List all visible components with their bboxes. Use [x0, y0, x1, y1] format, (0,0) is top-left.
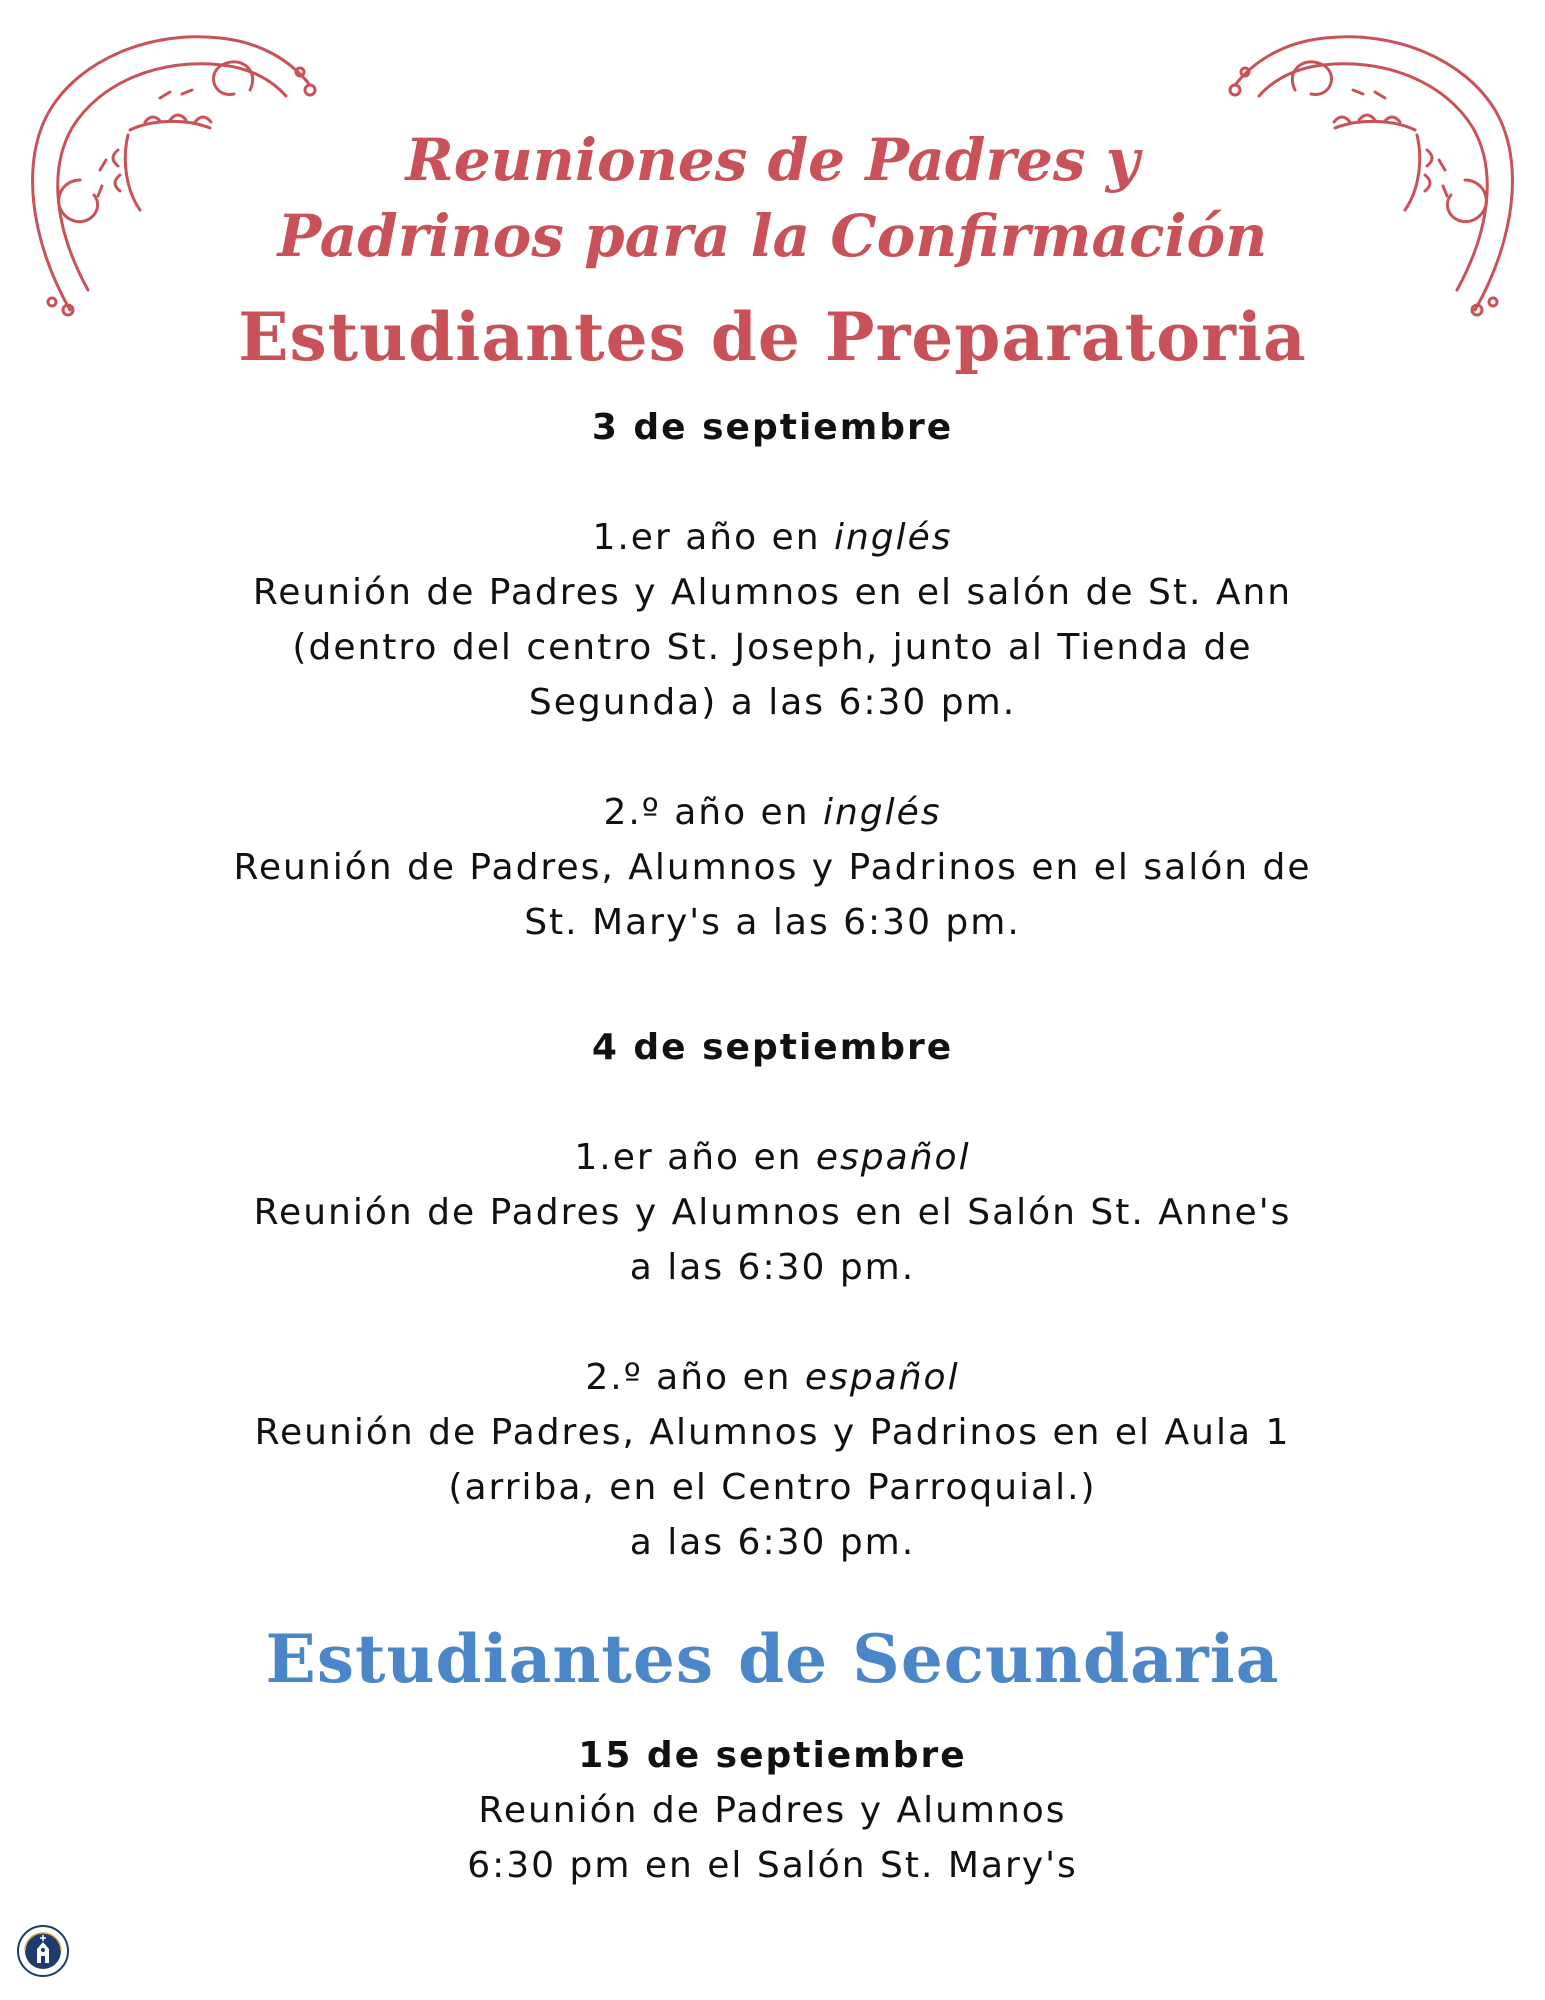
- meeting-year-label: 2.º año en español: [585, 1357, 960, 1398]
- meeting-year-label: 2.º año en inglés: [603, 792, 942, 833]
- meeting-detail-line: Reunión de Padres y Alumnos en el salón de St. Ann: [252, 572, 1293, 613]
- meeting-detail-line: 6:30 pm en el Salón St. Mary's: [467, 1845, 1078, 1886]
- date-heading: 4 de septiembre: [591, 1027, 954, 1068]
- meeting-detail-line: Reunión de Padres, Alumnos y Padrinos en el salón de: [233, 847, 1312, 888]
- meeting-detail-line: (arriba, en el Centro Parroquial.): [448, 1467, 1097, 1508]
- language-label: español: [804, 1357, 960, 1398]
- date-heading: 15 de septiembre: [578, 1735, 967, 1776]
- date-heading: 3 de septiembre: [591, 407, 954, 448]
- meeting-detail-line: Segunda) a las 6:30 pm.: [528, 682, 1017, 723]
- meeting-year-label: 1.er año en inglés: [592, 517, 953, 558]
- church-seal-logo: [17, 1925, 69, 1977]
- meetings-day-1: [180, 400, 1365, 950]
- language-label: inglés: [833, 517, 953, 558]
- meeting-detail-line: a las 6:30 pm.: [629, 1522, 916, 1563]
- meeting-detail-line: Reunión de Padres y Alumnos: [478, 1790, 1067, 1831]
- meeting-detail-line: St. Mary's a las 6:30 pm.: [524, 902, 1021, 943]
- meeting-detail-line: (dentro del centro St. Joseph, junto al Tienda de: [292, 627, 1253, 668]
- section-heading-secundaria: Estudiantes de Secundaria: [265, 1620, 1280, 1698]
- meetings-day-2: [180, 1020, 1365, 1570]
- section-heading-preparatoria: Estudiantes de Preparatoria: [238, 298, 1307, 376]
- page-title: [0, 122, 1545, 274]
- meeting-detail-line: a las 6:30 pm.: [629, 1247, 916, 1288]
- meetings-secundaria: [180, 1728, 1365, 1893]
- meeting-year-label: 1.er año en español: [574, 1137, 971, 1178]
- language-label: inglés: [822, 792, 942, 833]
- language-label: español: [815, 1137, 971, 1178]
- title-line-1: Reuniones de Padres y: [405, 126, 1140, 194]
- title-line-2: Padrinos para la Confirmación: [277, 202, 1268, 270]
- meeting-detail-line: Reunión de Padres y Alumnos en el Salón St. Anne's: [253, 1192, 1292, 1233]
- meeting-detail-line: Reunión de Padres, Alumnos y Padrinos en el Aula 1: [254, 1412, 1291, 1453]
